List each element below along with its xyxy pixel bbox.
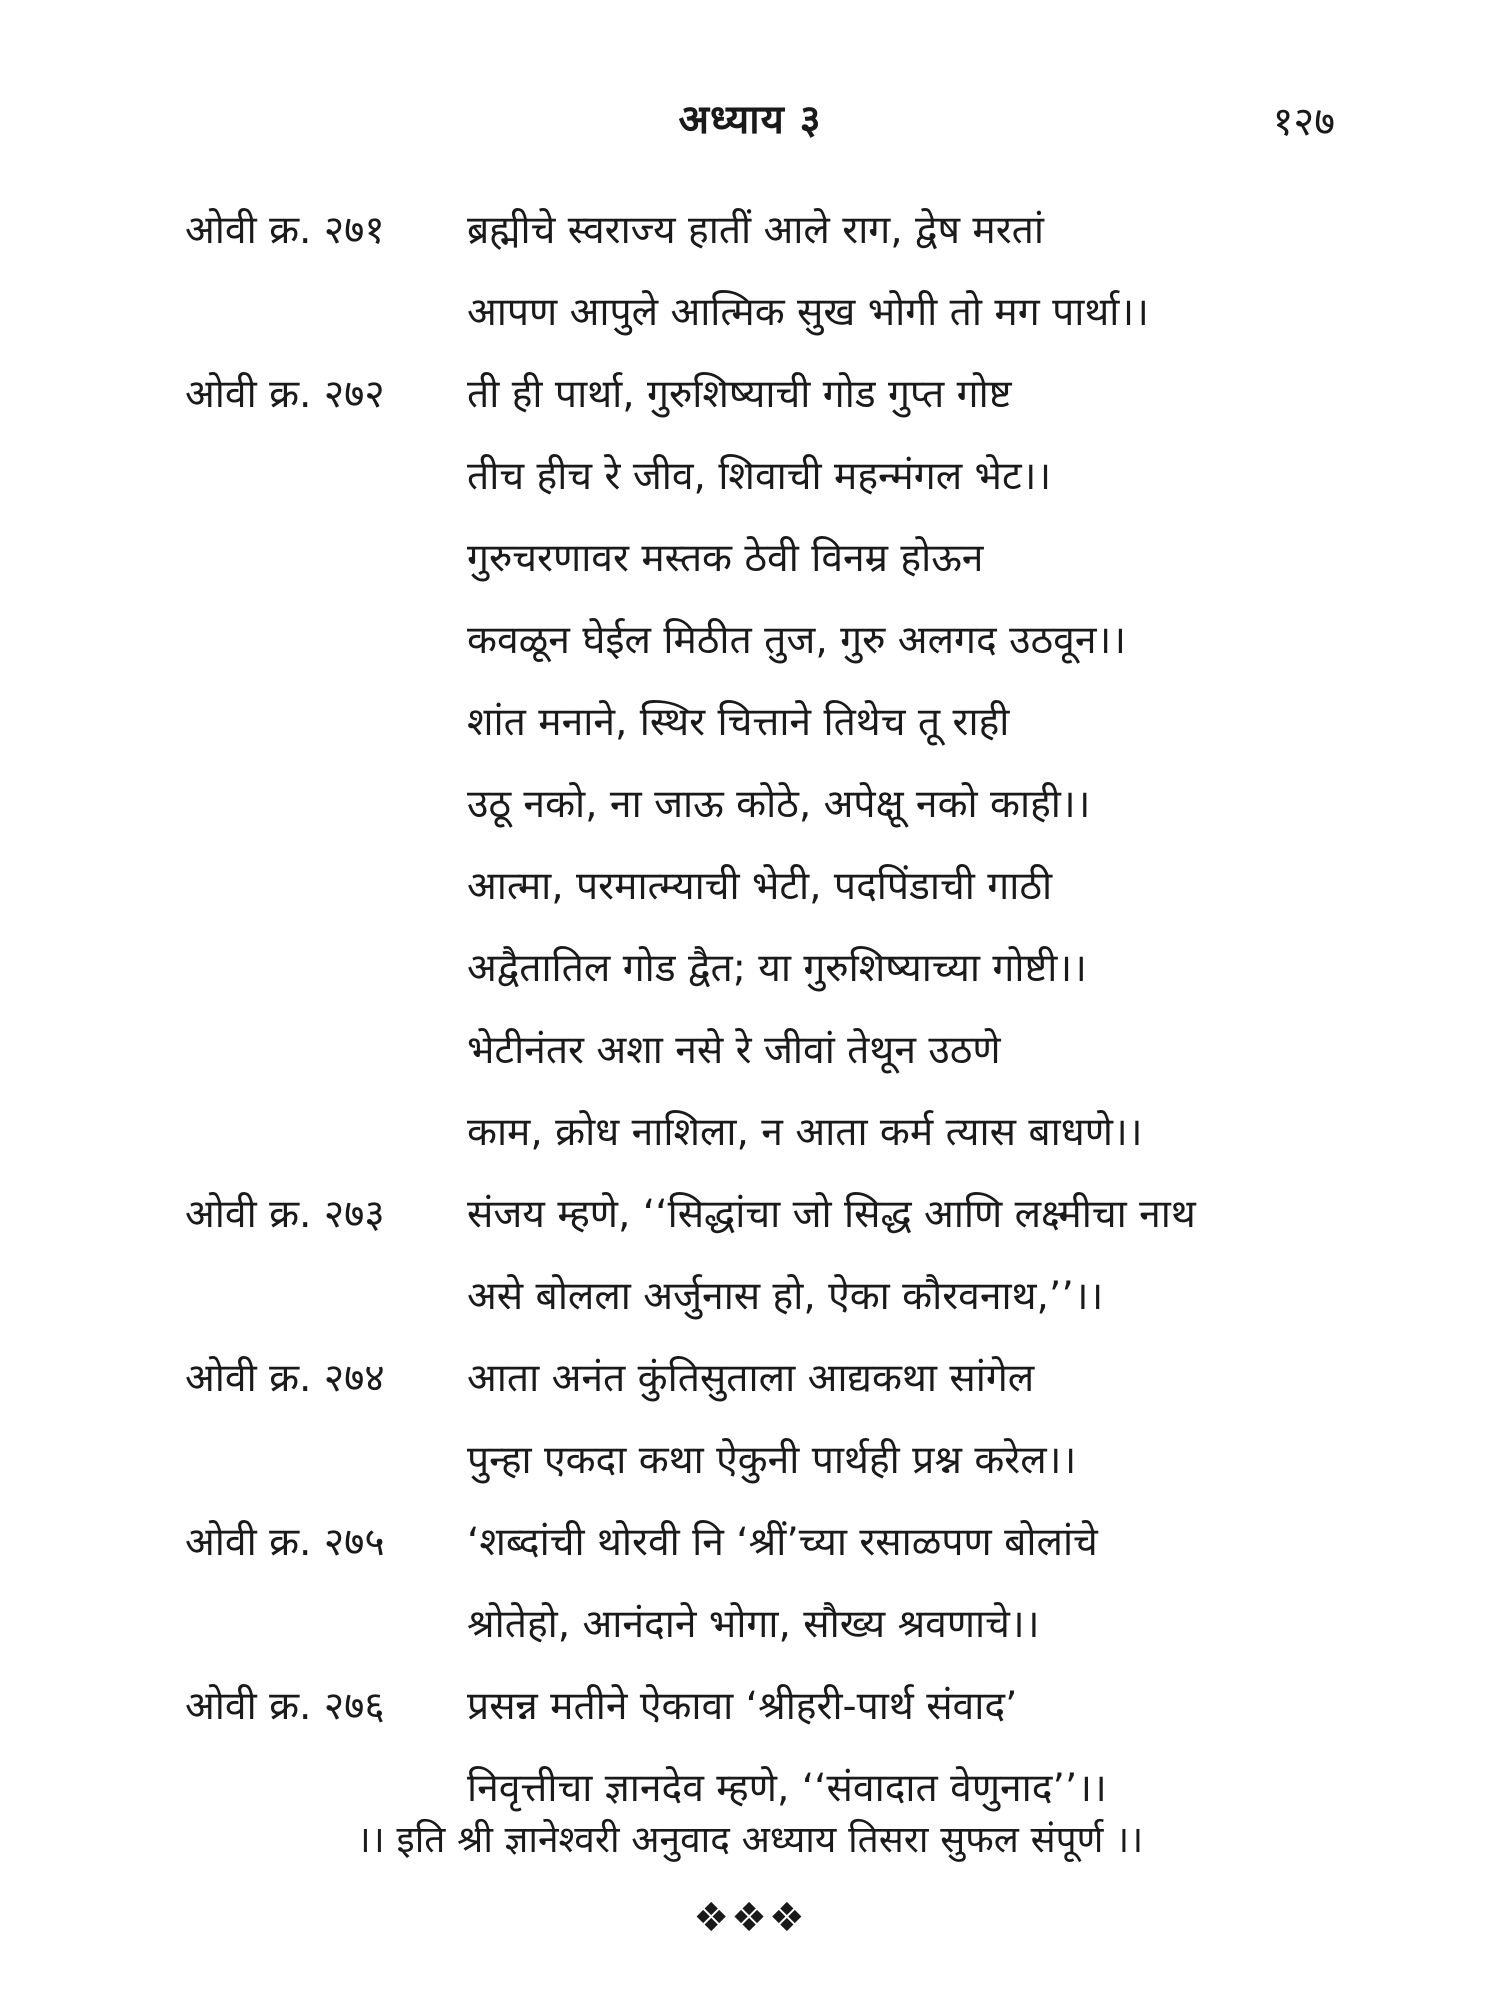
verse-text: आता अनंत कुंतिसुताला आद्यकथा सांगेल — [467, 1356, 1035, 1401]
verse-line — [185, 354, 1355, 436]
verse-line — [185, 1420, 1355, 1502]
verse-line — [185, 1174, 1355, 1256]
verse-text: तीच हीच रे जीव, शिवाची महन्मंगल भेट।। — [467, 454, 1052, 499]
verse-text: आपण आपुले आत्मिक सुख भोगी तो मग पार्था।। — [467, 290, 1149, 335]
verse-text: श्रोतेहो, आनंदाने भोगा, सौख्य श्रवणाचे।। — [467, 1602, 1040, 1647]
verse-label: ओवी क्र. २७४ — [185, 1356, 385, 1401]
verse-text: संजय म्हणे, ‘‘सिद्धांचा जो सिद्ध आणि लक्ष्मीचा नाथ — [467, 1192, 1196, 1237]
verse-line — [185, 272, 1355, 354]
ornament-divider: ❖❖❖ — [693, 1895, 807, 1941]
verse-label: ओवी क्र. २७५ — [185, 1520, 385, 1565]
verse-text: भेटीनंतर अशा नसे रे जीवां तेथून उठणे — [467, 1028, 1001, 1073]
verse-line — [185, 190, 1355, 272]
verse-line — [185, 518, 1355, 600]
verse-line — [185, 1502, 1355, 1584]
verse-line — [185, 846, 1355, 928]
verse-text: पुन्हा एकदा कथा ऐकुनी पार्थही प्रश्न करेल।। — [467, 1438, 1077, 1483]
verse-text: गुरुचरणावर मस्तक ठेवी विनम्र होऊन — [467, 536, 984, 581]
verse-label: ओवी क्र. २७१ — [185, 208, 385, 253]
verse-list — [185, 190, 1355, 1830]
verse-line — [185, 1666, 1355, 1748]
verse-line — [185, 600, 1355, 682]
verse-label: ओवी क्र. २७२ — [185, 372, 385, 417]
verse-text: आत्मा, परमात्म्याची भेटी, पदपिंडाची गाठी — [467, 864, 1053, 909]
verse-text: ब्रह्मीचे स्वराज्य हातीं आले राग, द्वेष मरतां — [467, 208, 1045, 253]
verse-line — [185, 436, 1355, 518]
verse-line — [185, 1584, 1355, 1666]
verse-line — [185, 1256, 1355, 1338]
verse-text: उठू नको, ना जाऊ कोठे, अपेक्षू नको काही।। — [467, 782, 1091, 827]
chapter-colophon: ।। इति श्री ज्ञानेश्वरी अनुवाद अध्याय तिसरा सुफल संपूर्ण ।। — [356, 1818, 1144, 1861]
verse-line — [185, 928, 1355, 1010]
verse-line — [185, 1338, 1355, 1420]
verse-text: काम, क्रोध नाशिला, न आता कर्म त्यास बाधणे।। — [467, 1110, 1143, 1155]
verse-text: शांत मनाने, स्थिर चित्ताने तिथेच तू राही — [467, 700, 1010, 745]
page-number: १२७ — [1272, 99, 1335, 145]
verse-line — [185, 682, 1355, 764]
verse-text: निवृत्तीचा ज्ञानदेव म्हणे, ‘‘संवादात वेणुनाद’’।। — [467, 1766, 1107, 1811]
verse-label: ओवी क्र. २७३ — [185, 1192, 385, 1237]
verse-text: ‘शब्दांची थोरवी नि ‘श्रीं’च्या रसाळपण बोलांचे — [467, 1520, 1098, 1565]
verse-text: कवळून घेईल मिठीत तुज, गुरु अलगद उठवून।। — [467, 618, 1127, 663]
verse-line — [185, 1092, 1355, 1174]
chapter-title: अध्याय ३ — [678, 97, 822, 143]
verse-text: प्रसन्न मतीने ऐकावा ‘श्रीहरी-पार्थ संवाद’ — [467, 1684, 1018, 1729]
verse-text: अद्वैतातिल गोड द्वैत; या गुरुशिष्याच्या गोष्टी।। — [467, 946, 1087, 991]
verse-line — [185, 764, 1355, 846]
verse-text: ती ही पार्था, गुरुशिष्याची गोड गुप्त गोष्ट — [467, 372, 1012, 417]
verse-label: ओवी क्र. २७६ — [185, 1684, 385, 1729]
verse-text: असे बोलला अर्जुनास हो, ऐका कौरवनाथ,’’।। — [467, 1274, 1104, 1319]
verse-line — [185, 1010, 1355, 1092]
